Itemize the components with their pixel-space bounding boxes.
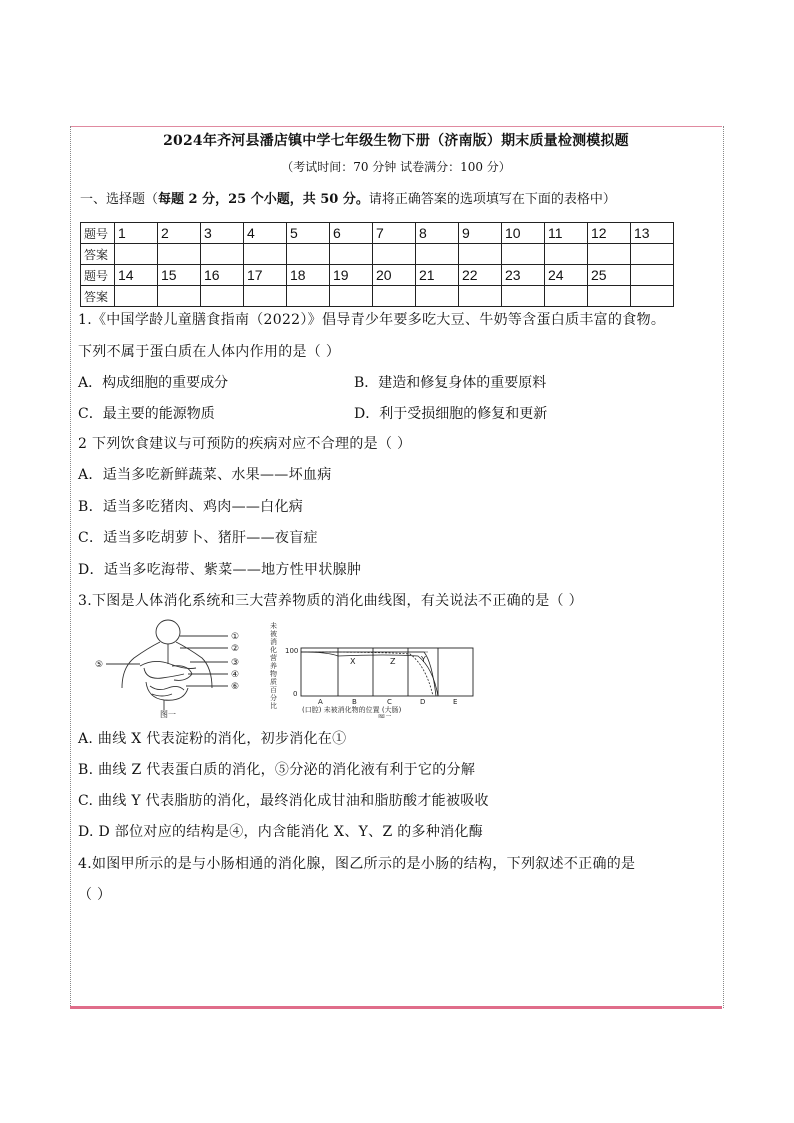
answer-cell[interactable]: [287, 286, 330, 307]
question-2-stem: 2 下列饮食建议与可预防的疾病对应不合理的是（ ）: [78, 436, 412, 452]
question-4-stem: 4.如图甲所示的是与小肠相通的消化腺，图乙所示的是小肠的结构，下列叙述不正确的是: [78, 856, 636, 872]
answer-cell[interactable]: [373, 244, 416, 265]
table-cell: 19: [330, 265, 373, 286]
table-cell: 15: [158, 265, 201, 286]
q3-option-c: C. 曲线 Y 代表脂肪的消化，最终消化成甘油和脂肪酸才能被吸收: [78, 793, 489, 809]
section-heading: [80, 188, 616, 207]
table-row: [81, 286, 674, 307]
answer-cell[interactable]: [502, 286, 545, 307]
table-header-cell: 题号: [81, 223, 115, 244]
x-tick-b: B: [352, 698, 357, 706]
exam-subtitle: （考试时间：70 分钟 试卷满分：100 分）: [281, 160, 511, 174]
answer-cell[interactable]: [158, 244, 201, 265]
table-answer-label: 答案: [81, 286, 115, 307]
table-answer-label: 答案: [81, 244, 115, 265]
table-cell: 6: [330, 223, 373, 244]
table-cell: 4: [244, 223, 287, 244]
fig1-caption: 图一: [160, 710, 176, 718]
digestive-system-diagram: [106, 620, 228, 710]
answer-cell[interactable]: [115, 244, 158, 265]
table-cell: 7: [373, 223, 416, 244]
q3-option-d: D. D 部位对应的结构是④，内含能消化 X、Y、Z 的多种消化酶: [78, 824, 484, 840]
q2-option-b: B．适当多吃猪肉、鸡肉——白化病: [78, 499, 304, 515]
bottom-rule: [70, 1006, 722, 1009]
q1-option-a: A．构成细胞的重要成分: [78, 375, 229, 391]
answer-cell[interactable]: [459, 286, 502, 307]
q3-option-a: A. 曲线 X 代表淀粉的消化，初步消化在①: [78, 731, 347, 747]
table-cell: 14: [115, 265, 158, 286]
x-tick-c: C: [387, 698, 392, 706]
answer-cell[interactable]: [631, 286, 674, 307]
section-suffix: 请将正确答案的选项填写在下面的表格中）: [368, 192, 616, 207]
table-cell: 8: [416, 223, 459, 244]
exam-title: 2024年齐河县潘店镇中学七年级生物下册（济南版）期末质量检测模拟题: [163, 133, 629, 149]
q1-option-c: C．最主要的能源物质: [78, 406, 215, 422]
table-cell: 3: [201, 223, 244, 244]
answer-cell[interactable]: [545, 244, 588, 265]
fig1-label-2: ②: [231, 644, 240, 654]
table-cell: 2: [158, 223, 201, 244]
table-cell: [631, 265, 674, 286]
answer-cell[interactable]: [201, 286, 244, 307]
answer-cell[interactable]: [330, 244, 373, 265]
section-prefix: 一、选择题（: [80, 192, 159, 207]
question-4-paren: （ ）: [78, 887, 112, 903]
x-tick-a: A: [318, 698, 323, 706]
answer-cell[interactable]: [158, 286, 201, 307]
q1-option-b: B．建造和修复身体的重要原料: [354, 375, 547, 391]
answer-cell[interactable]: [459, 244, 502, 265]
y-tick-0: 0: [293, 690, 298, 698]
curve-label-x: X: [350, 657, 356, 666]
table-cell: 21: [416, 265, 459, 286]
q2-option-c: C．适当多吃胡萝卜、猪肝——夜盲症: [78, 530, 318, 546]
fig2-caption: 图二: [378, 714, 392, 718]
curve-label-y: Y: [421, 655, 426, 664]
answer-cell[interactable]: [588, 244, 631, 265]
answer-cell[interactable]: [588, 286, 631, 307]
table-cell: 11: [545, 223, 588, 244]
answer-cell[interactable]: [631, 244, 674, 265]
table-cell: 10: [502, 223, 545, 244]
q3-option-b: B. 曲线 Z 代表蛋白质的消化，⑤分泌的消化液有利于它的分解: [78, 762, 476, 778]
table-cell: 18: [287, 265, 330, 286]
answer-cell[interactable]: [244, 244, 287, 265]
x-tick-d: D: [420, 698, 426, 706]
answer-cell[interactable]: [244, 286, 287, 307]
answer-cell[interactable]: [416, 286, 459, 307]
answer-table: [80, 222, 674, 307]
section-bold: 每题 2 分，25 个小题，共 50 分。: [158, 192, 369, 207]
fig1-label-1: ①: [231, 632, 240, 642]
answer-cell[interactable]: [201, 244, 244, 265]
answer-cell[interactable]: [416, 244, 459, 265]
table-cell: 16: [201, 265, 244, 286]
question-3-stem: 3.下图是人体消化系统和三大营养物质的消化曲线图，有关说法不正确的是（ ）: [78, 593, 583, 609]
answer-cell[interactable]: [545, 286, 588, 307]
q2-option-d: D．适当多吃海带、紫菜——地方性甲状腺肿: [78, 562, 362, 578]
q3-figure: [88, 618, 518, 718]
answer-cell[interactable]: [115, 286, 158, 307]
answer-cell[interactable]: [373, 286, 416, 307]
answer-cell[interactable]: [330, 286, 373, 307]
table-row: [81, 265, 674, 286]
table-cell: 24: [545, 265, 588, 286]
table-row: [81, 244, 674, 265]
table-cell: 1: [115, 223, 158, 244]
y-axis-label: 未被消化营养物质百分比: [270, 622, 277, 710]
curve-plot: [301, 648, 473, 696]
fig1-label-5: ⑤: [95, 660, 104, 670]
table-cell: 20: [373, 265, 416, 286]
question-1-line2: 下列不属于蛋白质在人体内作用的是（ ）: [78, 344, 341, 360]
fig1-label-4: ④: [231, 670, 240, 680]
table-cell: 22: [459, 265, 502, 286]
table-cell: 25: [588, 265, 631, 286]
digestion-figure-svg: [88, 618, 518, 718]
question-1-line1: 1.《中国学龄儿童膳食指南（2022）》倡导青少年要多吃大豆、牛奶等含蛋白质丰富的食物。: [78, 312, 666, 328]
x-tick-e: E: [453, 698, 458, 706]
q2-option-a: A．适当多吃新鲜蔬菜、水果——坏血病: [78, 467, 332, 483]
table-header-cell: 题号: [81, 265, 115, 286]
curve-label-z: Z: [390, 657, 396, 666]
y-tick-100: 100: [285, 647, 299, 655]
x-axis-caption: (口腔) 未被消化物的位置 (大肠): [302, 706, 402, 714]
table-cell: 17: [244, 265, 287, 286]
answer-cell[interactable]: [502, 244, 545, 265]
fig1-label-3: ③: [231, 658, 240, 668]
table-row: [81, 223, 674, 244]
table-cell: 5: [287, 223, 330, 244]
fig1-label-6: ⑥: [231, 682, 240, 692]
answer-cell[interactable]: [287, 244, 330, 265]
q1-option-d: D．利于受损细胞的修复和更新: [354, 406, 548, 422]
table-cell: 13: [631, 223, 674, 244]
table-cell: 23: [502, 265, 545, 286]
table-cell: 12: [588, 223, 631, 244]
table-cell: 9: [459, 223, 502, 244]
